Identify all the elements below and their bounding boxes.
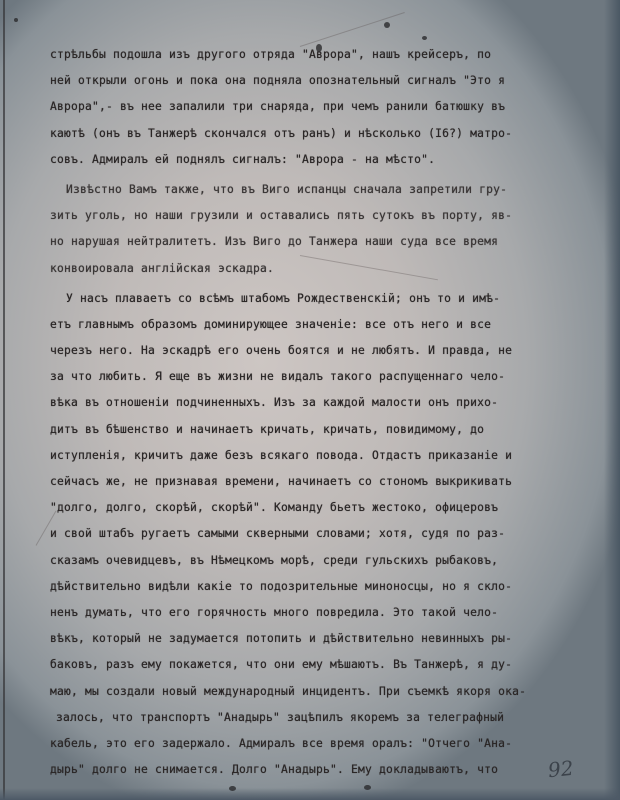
text-line: кабель, это его задержало. Адмиралъ все время оралъ: "Отчего "Ана- bbox=[50, 736, 513, 750]
dust-speck bbox=[364, 785, 371, 790]
text-line: сказамъ очевидцевъ, въ Нѣмецкомъ морѣ, среди гульскихъ рыбаковъ, bbox=[50, 553, 499, 567]
dust-speck bbox=[422, 36, 427, 40]
text-line: стрѣльбы подошла изъ другого отряда "Аврора", нашъ крейсеръ, по bbox=[50, 48, 492, 61]
handwritten-page-number: 92 bbox=[546, 755, 575, 783]
text-line: дитъ въ бѣшенство и начинаетъ кричать, кричать, повидимому, до bbox=[50, 422, 485, 436]
text-line: залось, что транспортъ "Анадырь" зацѣпилъ якоремъ за телеграфный bbox=[56, 710, 505, 724]
text-line: за что любить. Я еще въ жизни не видалъ такого распущеннаго чело- bbox=[50, 370, 506, 384]
text-line: Аврора",- въ нее запалили три снаряда, при чемъ ранили батюшку въ bbox=[50, 100, 506, 114]
text-line: етъ главнымъ образомъ доминирующее значенiе: все отъ него и все bbox=[50, 317, 492, 331]
text-line: ней открыли огонь и пока она подняла опознательный сигналъ "Это я bbox=[50, 74, 506, 88]
text-line: маю, мы создали новый международный инцидентъ. При съемкѣ якоря ока- bbox=[50, 684, 527, 698]
text-line: баковъ, разъ ему покажется, что они ему мѣшаютъ. Въ Танжерѣ, я ду- bbox=[50, 658, 513, 672]
text-line: зить уголь, но наши грузили и оставались пять сутокъ въ порту, яв- bbox=[50, 209, 513, 223]
text-line: и свой штабъ ругаетъ самыми скверными словами; хотя, судя по раз- bbox=[50, 527, 506, 541]
text-line: вѣка въ отношенiи подчиненныхъ. Изъ за каждой малости онъ прихо- bbox=[50, 396, 499, 410]
text-line: конвоировала англiйская эскадра. bbox=[50, 261, 275, 275]
text-line: У насъ плаваетъ со всѣмъ штабомъ Рождественскiй; онъ то и имѣ- bbox=[66, 291, 501, 305]
text-line: каютѣ (онъ въ Танжерѣ скончался отъ ранъ) и нѣсколько (I6?) матро- bbox=[50, 126, 513, 140]
left-border-line bbox=[3, 0, 5, 800]
text-line: иступленiя, кричитъ даже безъ всякаго повода. Отдастъ приказанiе и bbox=[50, 448, 513, 462]
typewritten-text bbox=[50, 42, 590, 783]
text-line: вѣкъ, который не задумается потопить и дѣйствительно невинныхъ ры- bbox=[50, 632, 513, 646]
text-line: черезъ него. На эскадрѣ его очень боятся и не любятъ. И правда, не bbox=[50, 344, 513, 358]
text-line: дырь" долго не снимается. Долго "Анадырь". Ему докладываютъ, что bbox=[50, 763, 499, 777]
dust-speck bbox=[384, 22, 390, 28]
bottom-shadow-edge bbox=[0, 788, 620, 800]
text-line: "долго, долго, скорѣй, скорѣй". Команду бьетъ жестоко, офицеровъ bbox=[50, 501, 499, 515]
text-line: дѣйствительно видѣли какiе то подозрительные миноносцы, но я скло- bbox=[50, 579, 513, 593]
text-line: сейчасъ же, не признавая времени, начинаетъ со стономъ выкрикивать bbox=[50, 475, 513, 488]
dust-speck bbox=[229, 786, 236, 791]
dust-speck bbox=[14, 18, 18, 22]
text-line: ненъ думать, что его горячность много повредила. Это такой чело- bbox=[50, 605, 499, 619]
text-line: совъ. Адмиралъ ей поднялъ сигналъ: "Аврора - на мѣсто". bbox=[50, 152, 436, 166]
right-shadow-edge bbox=[604, 0, 620, 800]
text-line: но нарушая нейтралитетъ. Изъ Виго до Танжера наши суда все время bbox=[50, 235, 499, 249]
text-line: Извѣстно Вамъ также, что въ Виго испанцы сначала запретили гру- bbox=[66, 182, 508, 196]
